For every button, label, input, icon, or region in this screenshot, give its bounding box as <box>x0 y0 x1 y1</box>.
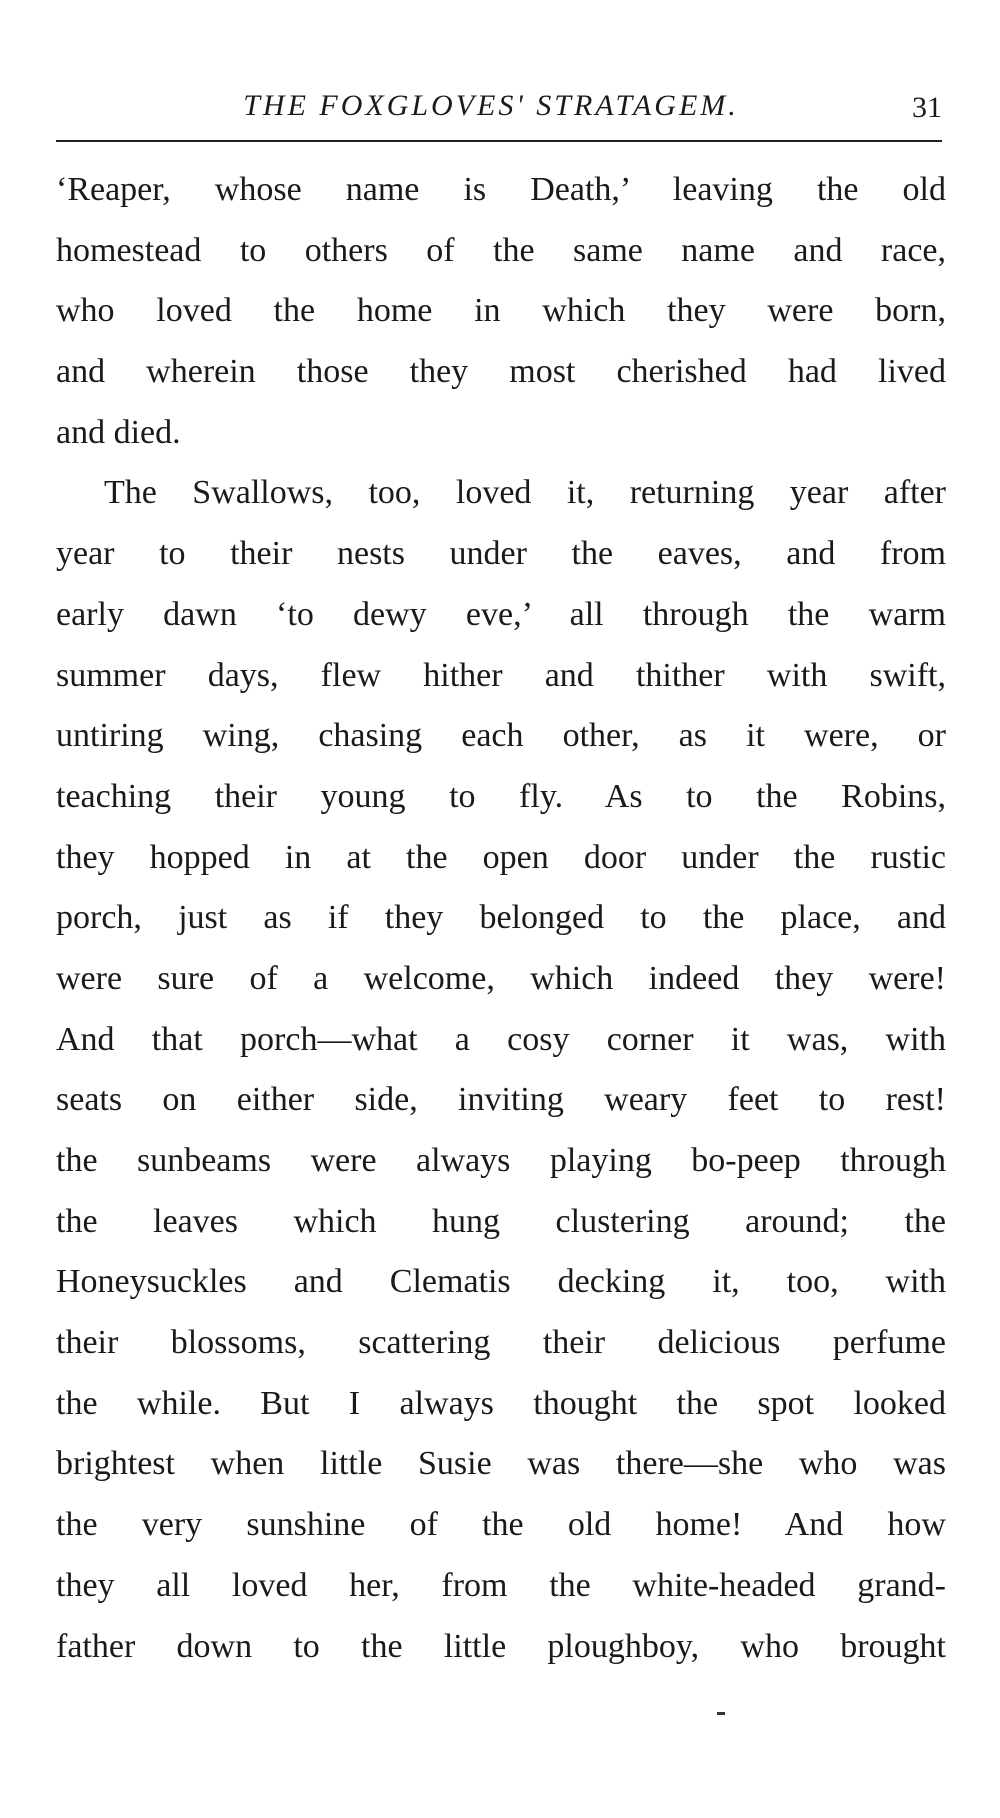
text-line: they hopped in at the open door under the rustic <box>56 838 946 876</box>
text-line: seats on either side, inviting weary feet to rest! <box>56 1081 946 1119</box>
text-line: the very sunshine of the old home! And how <box>56 1506 946 1544</box>
text-line: Honeysuckles and Clematis decking it, too, with <box>56 1263 946 1301</box>
text-line: the while. But I always thought the spot looked <box>56 1384 946 1422</box>
page-number: 31 <box>912 91 942 124</box>
text-line: early dawn ‘to dewy eve,’ all through the warm <box>56 595 946 633</box>
text-line: teaching their young to fly. As to the Robins, <box>56 777 946 815</box>
text-line: And that porch—what a cosy corner it was, with <box>56 1020 946 1058</box>
footer-mark <box>717 1712 725 1715</box>
text-line: summer days, flew hither and thither with swift, <box>56 656 946 694</box>
text-line: their blossoms, scattering their delicious perfume <box>56 1324 946 1362</box>
header-rule <box>56 140 942 142</box>
text-line: who loved the home in which they were born, <box>56 292 946 330</box>
text-line: were sure of a welcome, which indeed they were! <box>56 959 946 997</box>
body-text <box>56 160 946 1677</box>
text-line: porch, just as if they belonged to the place, and <box>56 899 946 937</box>
text-line: the sunbeams were always playing bo-peep through <box>56 1142 946 1179</box>
text-line: untiring wing, chasing each other, as it were, or <box>56 717 946 755</box>
text-line: and wherein those they most cherished had lived <box>56 353 946 391</box>
text-line: homestead to others of the same name and race, <box>56 231 946 269</box>
text-line: year to their nests under the eaves, and from <box>56 535 946 573</box>
running-head <box>56 86 942 126</box>
text-line: brightest when little Susie was there—she who was <box>56 1445 946 1483</box>
text-line: The Swallows, too, loved it, returning year after <box>104 474 946 512</box>
text-line: and died. <box>56 413 181 451</box>
text-line: father down to the little ploughboy, who brought <box>56 1627 946 1665</box>
text-line: they all loved her, from the white-headed grand- <box>56 1566 946 1604</box>
text-line: ‘Reaper, whose name is Death,’ leaving the old <box>56 171 946 208</box>
running-title: THE FOXGLOVES' STRATAGEM. <box>243 89 739 122</box>
text-line: the leaves which hung clustering around; the <box>56 1202 946 1240</box>
